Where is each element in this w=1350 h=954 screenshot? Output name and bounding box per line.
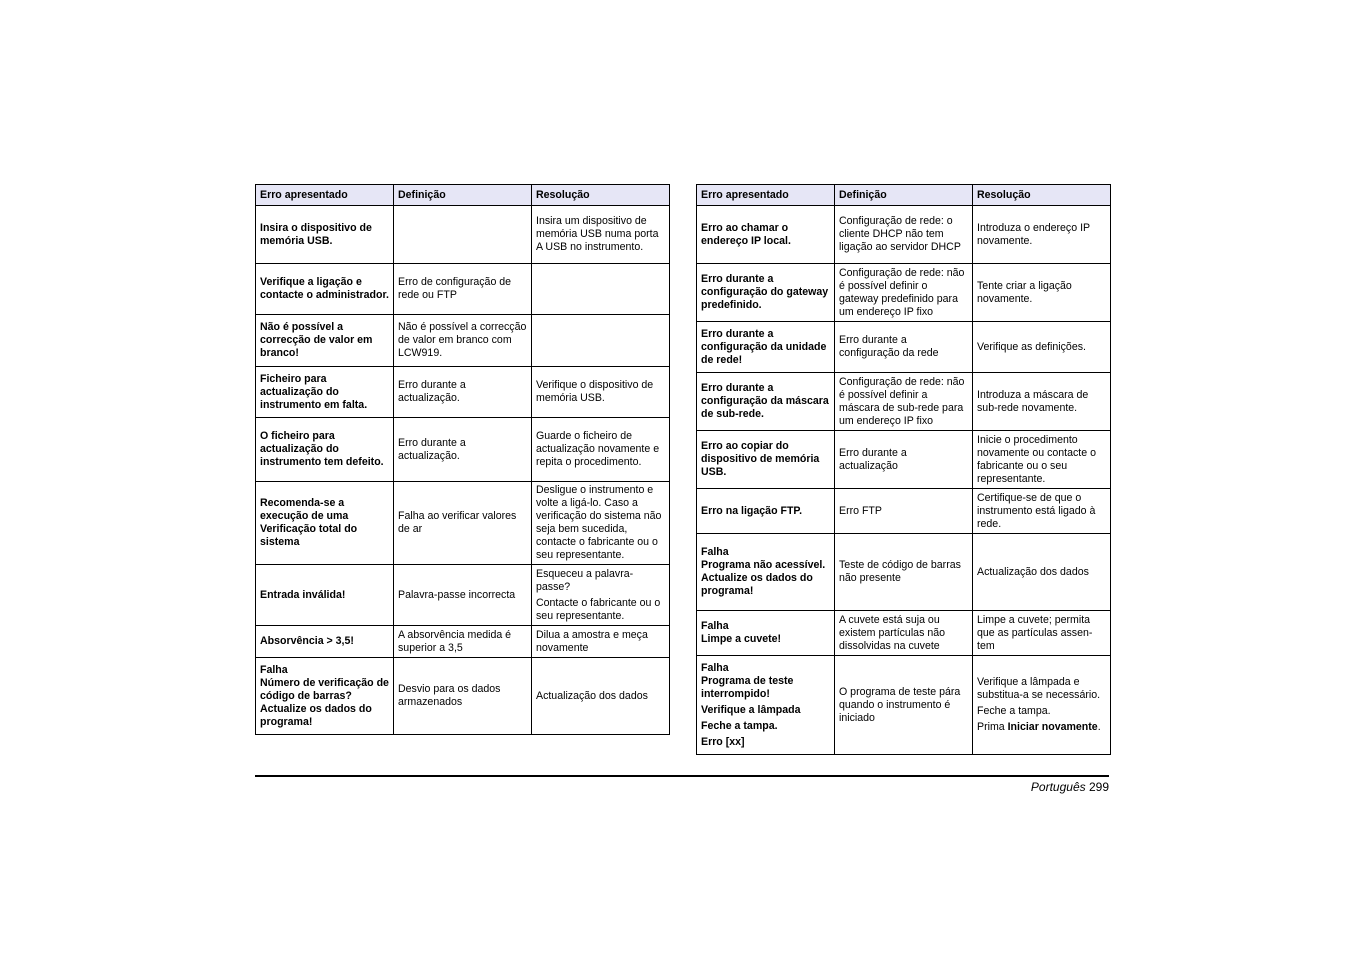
cell-line: Erro de configuração de rede ou FTP	[398, 276, 512, 301]
cell-resolution	[973, 489, 1111, 534]
cell-line: Feche a tampa.	[977, 705, 1051, 717]
cell-line: O programa de teste pára quando o instrumento é iniciado	[839, 685, 961, 724]
cell-error	[697, 206, 835, 264]
cell-line: Erro na ligação FTP.	[701, 504, 803, 517]
cell-resolution	[973, 534, 1111, 611]
cell-line: Erro durante a configuração do gateway predefinido.	[701, 273, 829, 311]
cell-line: Configuração de rede: o cliente DHCP não tem ligação ao servidor DHCP	[839, 215, 961, 253]
cell-line: Certifique-se de que o instrumento está ligado à rede.	[977, 491, 1096, 530]
cell-resolution	[973, 431, 1111, 489]
cell-line: Erro ao copiar do dispositivo de memória USB.	[701, 440, 820, 478]
cell-line: Erro ao chamar o endereço IP local.	[701, 221, 791, 247]
cell-resolution	[973, 264, 1111, 322]
cell-error	[256, 418, 394, 482]
cell-line: Configuração de rede: não é possível definir o gateway predefinido para um endereço IP fixo	[839, 266, 965, 318]
table-row	[256, 264, 670, 315]
cell-line: Falha	[701, 620, 729, 632]
header-resolution: Resolução	[532, 185, 670, 206]
cell-definition	[394, 315, 532, 367]
cell-definition	[835, 373, 973, 431]
cell-line: Verifique o dispositivo de memória USB.	[536, 379, 654, 404]
cell-resolution	[532, 418, 670, 482]
table-row	[256, 367, 670, 418]
cell-definition	[394, 367, 532, 418]
cell-line: A absorvência medida é superior a 3,5	[398, 628, 512, 654]
cell-line: A cuvete está suja ou existem partículas não dissolvidas na cuvete	[839, 613, 945, 652]
cell-line: Limpe a cuvete!	[701, 633, 782, 645]
cell-definition	[835, 431, 973, 489]
left-error-table	[255, 184, 670, 735]
table-row	[697, 656, 1111, 755]
cell-line: Número de verificação de código de barras? Actualize os dados do programa!	[260, 676, 389, 728]
cell-line: Erro durante a actualização.	[398, 379, 466, 404]
header-error: Erro apresentado	[697, 185, 835, 206]
header-definition: Definição	[835, 185, 973, 206]
cell-resolution	[532, 658, 670, 735]
cell-error	[256, 367, 394, 418]
cell-resolution	[532, 315, 670, 367]
cell-line: Insira um dispositivo de memória USB numa porta A USB no instrumento.	[536, 215, 659, 253]
cell-line: O ficheiro para actualização do instrumento tem defeito.	[260, 430, 384, 468]
cell-line: Falha	[701, 661, 729, 674]
cell-line: Tente criar a ligação novamente.	[977, 279, 1072, 305]
footer-language: Português	[1030, 780, 1086, 794]
cell-definition	[835, 322, 973, 373]
cell-line: Verifique a lâmpada e substitua-a se necessário.	[977, 676, 1101, 701]
cell-definition	[835, 489, 973, 534]
cell-line: Teste de código de barras não presente	[839, 559, 961, 584]
cell-error	[256, 315, 394, 367]
cell-line: Programa não acessível.	[701, 559, 826, 571]
cell-resolution	[532, 206, 670, 264]
cell-error	[256, 626, 394, 658]
cell-error	[697, 322, 835, 373]
cell-line: Inicie o procedimento novamente ou contacte o fabricante ou o seu representante.	[977, 433, 1096, 485]
cell-definition	[394, 565, 532, 626]
cell-resolution	[532, 565, 670, 626]
cell-error	[697, 431, 835, 489]
cell-line: Actualize os dados do programa!	[701, 572, 813, 597]
cell-resolution	[973, 373, 1111, 431]
cell-line: Contacte o fabricante ou o seu representante.	[536, 596, 661, 622]
cell-line: Introduza o endereço IP novamente.	[977, 221, 1090, 247]
table-row	[697, 206, 1111, 264]
table-row	[256, 418, 670, 482]
table-row	[697, 489, 1111, 534]
cell-error	[256, 264, 394, 315]
cell-line: Esqueceu a palavra-passe?	[536, 567, 634, 593]
cell-error	[256, 658, 394, 735]
cell-definition	[835, 264, 973, 322]
cell-error	[256, 206, 394, 264]
cell-error	[697, 489, 835, 534]
table-row	[256, 565, 670, 626]
cell-line: Erro [xx]	[701, 735, 745, 748]
cell-line: Erro durante a configuração da unidade de rede!	[701, 327, 827, 366]
cell-definition	[835, 656, 973, 755]
cell-error	[256, 482, 394, 565]
right-error-table	[696, 184, 1111, 755]
table-header-row	[256, 185, 670, 206]
cell-line: Guarde o ficheiro de actualização novamente e repita o procedimento.	[536, 430, 660, 468]
cell-line: Actualização dos dados	[977, 565, 1089, 578]
table-row	[256, 315, 670, 367]
table-row	[256, 626, 670, 658]
cell-definition	[835, 534, 973, 611]
table-row	[697, 611, 1111, 656]
cell-error	[697, 656, 835, 755]
cell-line: Erro durante a actualização	[839, 446, 907, 472]
cell-resolution	[973, 322, 1111, 373]
page-footer	[1031, 780, 1109, 794]
cell-line: Limpe a cuvete; permita que as partículas assen-tem	[977, 613, 1093, 652]
cell-line: Insira o dispositivo de memória USB.	[260, 221, 372, 247]
cell-line: Falha ao verificar valores de ar	[398, 510, 517, 535]
cell-error	[697, 373, 835, 431]
cell-definition	[394, 264, 532, 315]
cell-line: Absorvência > 3,5!	[260, 635, 354, 647]
cell-line: Actualização dos dados	[536, 689, 648, 702]
cell-line: Verifique a lâmpada	[701, 703, 801, 716]
cell-line: Dilua a amostra e meça novamente	[536, 628, 648, 654]
cell-line: Falha	[701, 546, 729, 558]
cell-line: Verifique as definições.	[977, 340, 1086, 353]
cell-line: Entrada inválida!	[260, 588, 346, 601]
table-header-row	[697, 185, 1111, 206]
cell-error	[256, 565, 394, 626]
cell-error	[697, 534, 835, 611]
table-row	[697, 264, 1111, 322]
footer-rule	[255, 775, 1109, 777]
cell-resolution	[532, 264, 670, 315]
cell-definition	[835, 611, 973, 656]
cell-line: Erro durante a configuração da máscara de sub-rede.	[701, 382, 829, 420]
cell-line: Ficheiro para actualização do instrumento em falta.	[260, 372, 368, 411]
cell-definition	[835, 206, 973, 264]
table-row	[256, 206, 670, 264]
table-row	[697, 431, 1111, 489]
cell-line: Erro durante a actualização.	[398, 436, 466, 462]
cell-resolution	[973, 611, 1111, 656]
cell-line: Desvio para os dados armazenados	[398, 683, 501, 708]
cell-line: Não é possível a correcção de valor em branco com LCW919.	[398, 321, 527, 359]
cell-line: Palavra-passe incorrecta	[398, 588, 516, 601]
table-row	[256, 658, 670, 735]
cell-definition	[394, 626, 532, 658]
cell-line: Configuração de rede: não é possível definir a máscara de sub-rede para um endereço IP fixo	[839, 375, 965, 427]
header-error: Erro apresentado	[256, 185, 394, 206]
cell-line: Programa de teste interrompido!	[701, 674, 794, 700]
cell-resolution	[973, 656, 1111, 755]
cell-definition	[394, 482, 532, 565]
cell-resolution	[532, 367, 670, 418]
cell-error	[697, 611, 835, 656]
cell-line: Verifique a ligação e contacte o administrador.	[260, 276, 389, 301]
cell-line: Falha	[260, 663, 288, 676]
table-row	[256, 482, 670, 565]
page-number: 299	[1088, 780, 1109, 794]
table-row	[697, 322, 1111, 373]
cell-line: Recomenda-se a execução de uma Verificação total do sistema	[260, 497, 358, 548]
table-row	[697, 373, 1111, 431]
cell-line: Não é possível a correcção de valor em branco!	[260, 321, 373, 359]
header-definition: Definição	[394, 185, 532, 206]
cell-resolution	[973, 206, 1111, 264]
table-row	[697, 534, 1111, 611]
cell-line: Feche a tampa.	[701, 719, 778, 732]
header-resolution: Resolução	[973, 185, 1111, 206]
cell-line: Desligue o instrumento e volte a ligá-lo. Caso a verificação do sistema não seja bem sucedida, contacte o fabricante ou o seu representante.	[536, 484, 662, 561]
cell-line: Erro durante a configuração da rede	[839, 334, 939, 359]
cell-definition	[394, 658, 532, 735]
cell-line: Introduza a máscara de sub-rede novamente.	[977, 388, 1089, 414]
cell-line: Erro FTP	[839, 504, 882, 517]
cell-resolution	[532, 482, 670, 565]
cell-line: Prima Iniciar novamente.	[977, 721, 1101, 733]
cell-error	[697, 264, 835, 322]
cell-resolution	[532, 626, 670, 658]
cell-definition	[394, 418, 532, 482]
cell-definition	[394, 206, 532, 264]
